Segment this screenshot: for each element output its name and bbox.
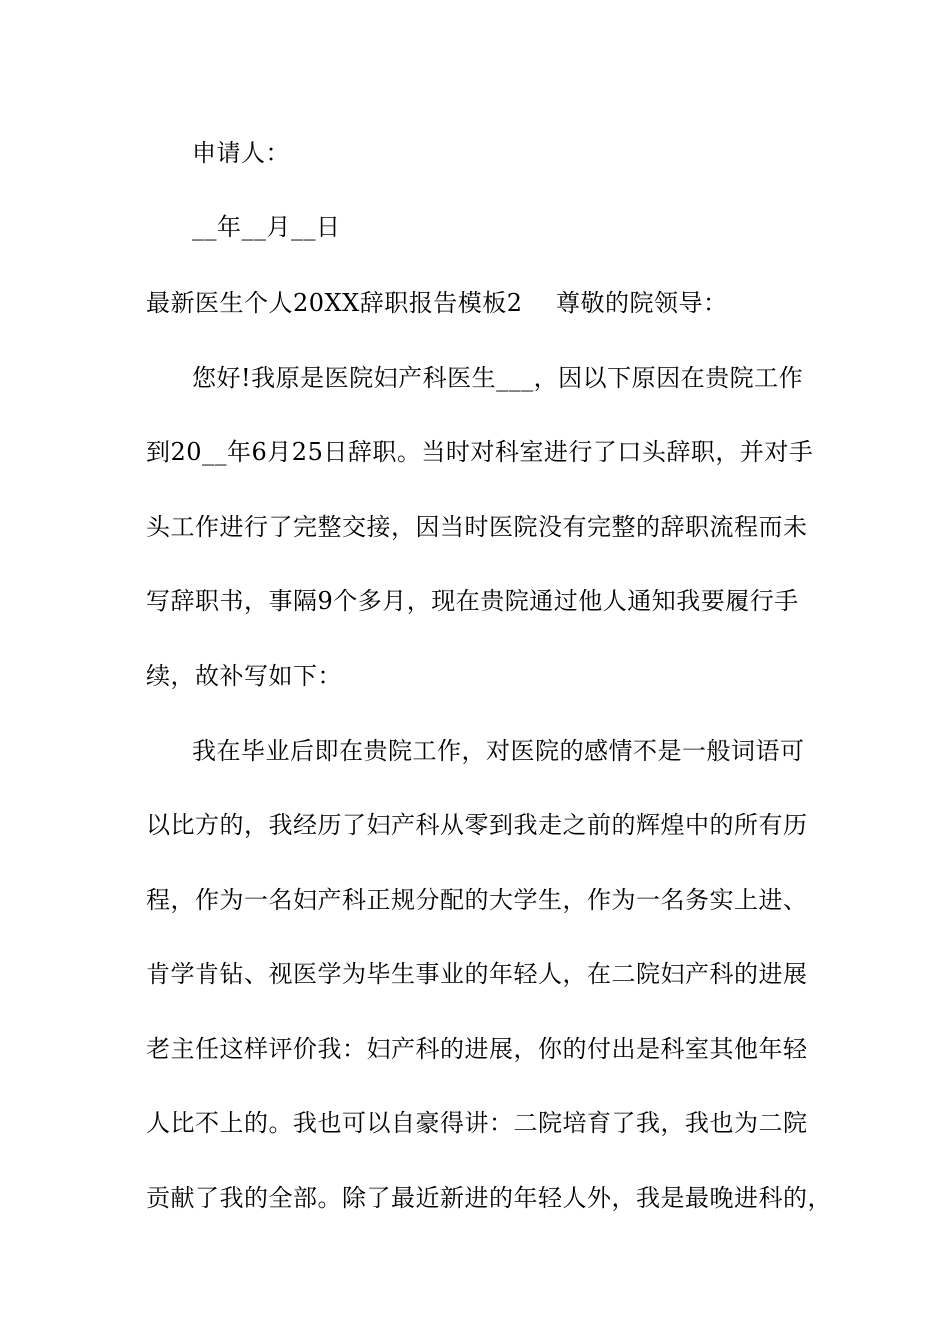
salutation: 尊敬的院领导： <box>556 289 728 317</box>
body-line: 写辞职书，事隔9个多月，现在贵院通过他人通知我要履行手 <box>146 587 799 615</box>
body-line: 您好!我原是医院妇产科医生___，因以下原因在贵院工作 <box>192 364 804 392</box>
body-line: 头工作进行了完整交接，因当时医院没有完整的辞职流程而未 <box>146 513 808 541</box>
applicant-label: 申请人： <box>192 139 290 167</box>
body-line: 程，作为一名妇产科正规分配的大学生，作为一名务实上进、 <box>146 886 808 914</box>
body-line: 我在毕业后即在贵院工作，对医院的感情不是一般词语可 <box>192 737 805 765</box>
document-title: 最新医生个人20XX辞职报告模板2 <box>146 289 523 317</box>
body-line: 肯学肯钻、视医学为毕生事业的年轻人，在二院妇产科的进展 <box>146 960 808 988</box>
body-line: 到20__年6月25日辞职。当时对科室进行了口头辞职，并对手 <box>146 438 814 466</box>
body-line: 老主任这样评价我：妇产科的进展，你的付出是科室其他年轻 <box>146 1035 808 1063</box>
date-line: __年__月__日 <box>192 213 341 241</box>
body-line: 续，故补写如下： <box>146 662 342 690</box>
body-line: 人比不上的。我也可以自豪得讲：二院培育了我，我也为二院 <box>146 1109 808 1137</box>
body-line: 贡献了我的全部。除了最近新进的年轻人外，我是最晚进科的， <box>146 1184 832 1212</box>
body-line: 以比方的，我经历了妇产科从零到我走之前的辉煌中的所有历 <box>146 811 808 839</box>
